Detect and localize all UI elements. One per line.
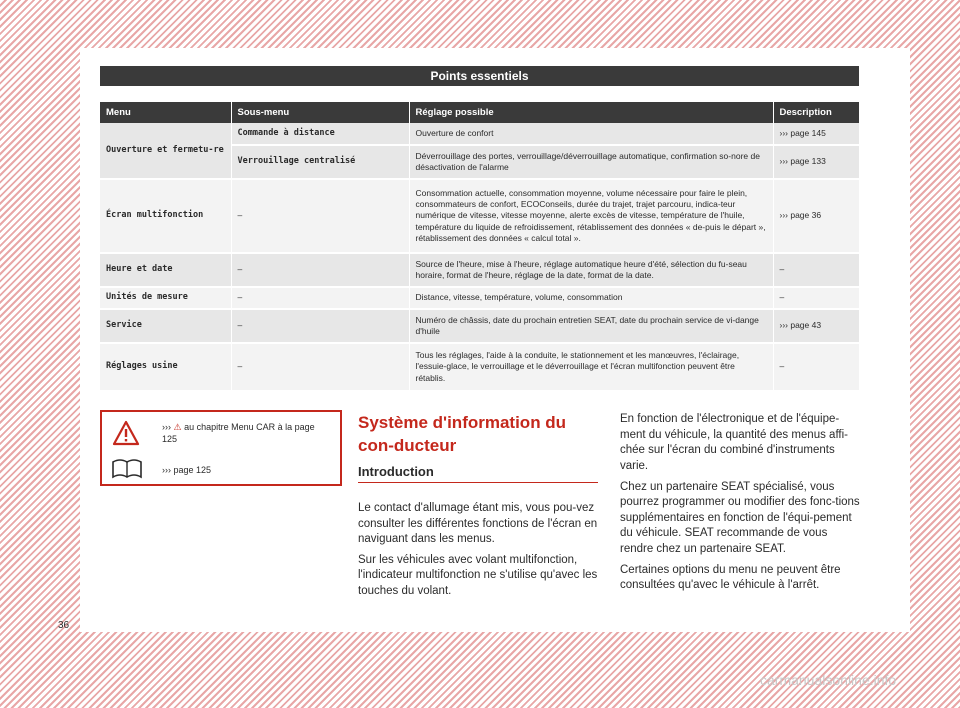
paragraph: Le contact d'allumage étant mis, vous pou-vez consulter les différentes fonctions de l'écran en naviguant dans les menus. xyxy=(358,501,598,546)
menu-cell: Réglages usine xyxy=(100,343,231,391)
warning-triangle-icon xyxy=(112,420,140,446)
small-warning-icon: ⚠ xyxy=(173,422,182,432)
text-column-left xyxy=(358,412,598,605)
description-cell: – xyxy=(773,253,859,287)
page-ref-link[interactable]: ››› page 43 xyxy=(773,309,859,343)
menu-cell: Ouverture et fermetu-re xyxy=(100,123,231,179)
page-number: 36 xyxy=(58,620,70,631)
column-header-submenu: Sous-menu xyxy=(231,102,409,123)
description-cell: – xyxy=(773,343,859,391)
watermark-text: carmanualsonline.info xyxy=(760,672,897,688)
setting-cell: Numéro de châssis, date du prochain entretien SEAT, date du prochain service de vi-dange d'huile xyxy=(409,309,773,343)
menu-cell: Unités de mesure xyxy=(100,287,231,309)
section-subtitle: Introduction xyxy=(358,464,598,483)
paragraph: Certaines options du menu ne peuvent être consultées qu'avec le véhicule à l'arrêt. xyxy=(620,563,841,592)
submenu-cell: – xyxy=(231,309,409,343)
warning-reference-text: au chapitre Menu CAR à la page 125 xyxy=(162,422,315,444)
menu-cell: Heure et date xyxy=(100,253,231,287)
submenu-cell: – xyxy=(231,179,409,253)
arrows-glyph: ››› xyxy=(162,422,171,432)
table-row xyxy=(100,343,859,391)
paragraph: En fonction de l'électronique et de l'équipe-ment du véhicule, la quantité des menus affi-chée sur l'écran du combiné d'instruments varie. xyxy=(620,413,849,472)
page-header-bar: Points essentiels xyxy=(100,66,859,86)
text-column-right xyxy=(620,412,860,599)
submenu-cell: – xyxy=(231,253,409,287)
description-cell: – xyxy=(773,287,859,309)
menu-cell: Écran multifonction xyxy=(100,179,231,253)
submenu-cell: – xyxy=(231,287,409,309)
settings-table xyxy=(100,102,860,392)
setting-cell: Déverrouillage des portes, verrouillage/déverrouillage automatique, confirmation so-nore de désactivation de l'alarme xyxy=(409,145,773,179)
setting-cell: Distance, vitesse, température, volume, consommation xyxy=(409,287,773,309)
table-row xyxy=(100,179,859,253)
paragraph: Sur les véhicules avec volant multifonction, l'indicateur multifonction ne s'utilise qu'avec les touches du volant. xyxy=(358,553,598,597)
table-row xyxy=(100,253,859,287)
warning-reference-link[interactable] xyxy=(162,422,332,445)
menu-cell: Service xyxy=(100,309,231,343)
page-ref-link[interactable]: ››› page 133 xyxy=(773,145,859,179)
paragraph: Chez un partenaire SEAT spécialisé, vous pourrez programmer ou modifier des fonc-tions supplémentaires en fonction de l'équi-pement du véhicule. SEAT recommande de vous rendre chez un partenaire SEAT. xyxy=(620,480,860,555)
setting-cell: Source de l'heure, mise à l'heure, réglage automatique heure d'été, sélection du fu-seau horaire, format de l'heure, réglage de la date, format de la date. xyxy=(409,253,773,287)
column-header-menu: Menu xyxy=(100,102,231,123)
column-header-description: Description xyxy=(773,102,859,123)
page-ref-link[interactable]: ››› page 145 xyxy=(773,123,859,145)
table-row xyxy=(100,309,859,343)
setting-cell: Ouverture de confort xyxy=(409,123,773,145)
section-title: Système d'information du con-ducteur xyxy=(358,413,567,455)
book-reference-link[interactable]: ››› page 125 xyxy=(162,465,212,475)
submenu-cell: Verrouillage centralisé xyxy=(231,145,409,179)
column-header-setting: Réglage possible xyxy=(409,102,773,123)
setting-cell: Consommation actuelle, consommation moyenne, volume nécessaire pour faire le plein, consommateurs de confort, ECOConseils, durée du trajet, trajet parcouru, indica-teur numérique de vitesse, vitesse moyenne, alerte excès de vitesse, température de l'huile, température du liquide de refroidissement, rétablissement des données « de-puis le départ », rétablissement des données « calcul total ». xyxy=(409,179,773,253)
warning-box xyxy=(100,410,342,486)
table-row xyxy=(100,123,859,145)
setting-cell: Tous les réglages, l'aide à la conduite, le stationnement et les manœuvres, l'éclairage, l'essuie-glace, le verrouillage et le déverrouillage et l'écran multifonction peuvent être rétablis. xyxy=(409,343,773,391)
submenu-cell: Commande à distance xyxy=(231,123,409,145)
submenu-cell: – xyxy=(231,343,409,391)
book-icon xyxy=(110,456,144,480)
page-ref-link[interactable]: ››› page 36 xyxy=(773,179,859,253)
table-row xyxy=(100,287,859,309)
